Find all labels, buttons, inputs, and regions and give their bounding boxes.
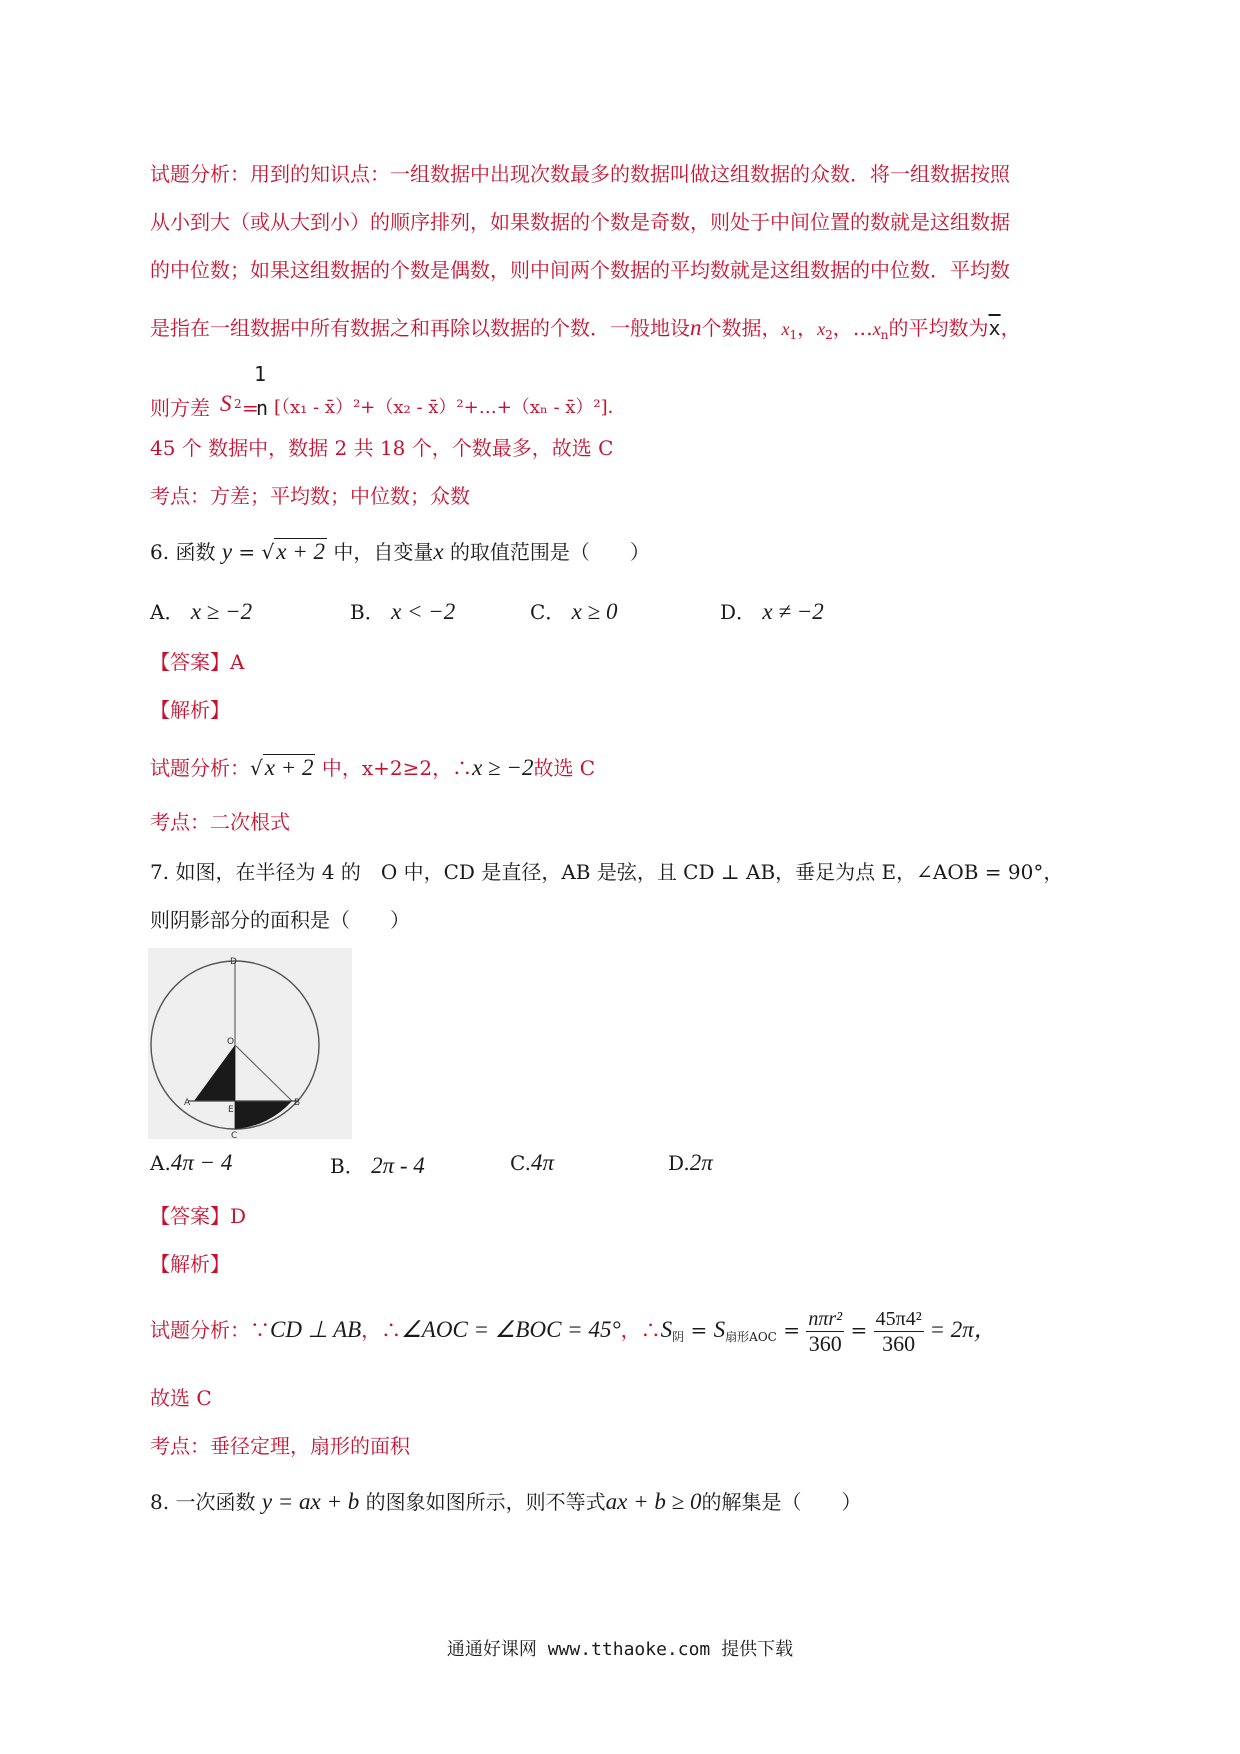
q7-stem-line-2: 则阴影部分的面积是（ ） bbox=[150, 908, 410, 932]
mean-text-mid: 个数据， bbox=[701, 316, 782, 340]
q7-analysis-d: ，∴ bbox=[620, 1318, 661, 1342]
q7-choice-b-text: 2π - 4 bbox=[371, 1153, 425, 1178]
s-sector: S bbox=[713, 1317, 726, 1342]
analysis-line-3: 的中位数；如果这组数据的个数是偶数，则中间两个数据的平均数就是这组数据的中位数．平均数 bbox=[150, 258, 1010, 282]
q7-fraction-2 bbox=[874, 1307, 924, 1356]
q6-analysis-title: 【解析】 bbox=[150, 698, 230, 722]
x-bar: $\overline{x}$ bbox=[988, 316, 1001, 340]
q7-eq3: = bbox=[844, 1318, 874, 1342]
q6-choice-c-text: x ≥ 0 bbox=[571, 599, 618, 624]
q6-stem-prefix: 6. 函数 bbox=[150, 540, 216, 564]
q6-analysis: 试题分析：√x + 2 中，x+2≥2，∴x ≥ −2故选 C bbox=[150, 755, 596, 780]
q6-eq: = bbox=[232, 540, 262, 564]
q8-suffix: 的解集是（ ） bbox=[701, 1490, 862, 1514]
q7-analysis-prefix: 试题分析：∵ bbox=[150, 1318, 270, 1342]
q7-choice-b bbox=[330, 1150, 425, 1179]
x2-var: x bbox=[817, 319, 826, 339]
q6-choice-b bbox=[350, 596, 455, 625]
variance-n: n bbox=[256, 396, 269, 420]
q8-mid: 的图象如图所示，则不等式 bbox=[365, 1490, 606, 1514]
variance-one: 1 bbox=[254, 362, 267, 386]
q6-stem: 6. 函数 y = √x + 2 中，自变量x 的取值范围是（ ） bbox=[150, 539, 650, 564]
q6-choice-a-label: A． bbox=[150, 600, 185, 624]
q6-var: x bbox=[433, 539, 444, 564]
q6-choice-a bbox=[150, 596, 252, 625]
q6-stem-mid: 中，自变量 bbox=[333, 540, 434, 564]
mean-text-prefix: 是指在一组数据中所有数据之和再除以数据的个数．一般地设 bbox=[150, 316, 690, 340]
q7-choice-d bbox=[668, 1150, 713, 1176]
label-b: B bbox=[294, 1098, 301, 1108]
q6-choice-b-label: B． bbox=[350, 600, 385, 624]
label-d: D bbox=[230, 957, 237, 967]
s-yin: S bbox=[660, 1317, 673, 1342]
label-e: E bbox=[228, 1105, 234, 1115]
q7-choice-b-label: B． bbox=[330, 1154, 365, 1178]
q8-prefix: 8. 一次函数 bbox=[150, 1490, 256, 1514]
variance-line bbox=[150, 360, 1100, 422]
q7-choice-a bbox=[150, 1150, 232, 1176]
q6-answer: 【答案】A bbox=[150, 650, 245, 674]
q6-choice-a-text: x ≥ −2 bbox=[190, 599, 253, 624]
q7-eq1: = bbox=[684, 1318, 714, 1342]
n-var: n bbox=[690, 315, 702, 340]
analysis-line-1: 试题分析：用到的知识点：一组数据中出现次数最多的数据叫做这组数据的众数．将一组数据按照 bbox=[150, 162, 1010, 186]
frac1-den: 360 bbox=[808, 1331, 842, 1356]
s-var: S bbox=[220, 391, 232, 416]
shaded-triangle bbox=[194, 1045, 235, 1101]
q6-choice-d-text: x ≠ −2 bbox=[762, 599, 824, 624]
s-sup: 2 bbox=[234, 397, 242, 411]
mean-definition-line bbox=[150, 314, 1100, 349]
label-a: A bbox=[184, 1098, 191, 1108]
frac2-num: 45π4² bbox=[875, 1308, 922, 1330]
q7-choice-c-label: C. bbox=[510, 1151, 531, 1175]
q7-analysis-b: ，∴ bbox=[361, 1318, 402, 1342]
page-footer: 通通好课网 www.tthaoke.com 提供下载 bbox=[446, 1639, 794, 1660]
q6-analysis-prefix: 试题分析： bbox=[150, 756, 250, 780]
s-yin-sub: 阴 bbox=[672, 1330, 685, 1344]
label-o: O bbox=[227, 1037, 235, 1047]
q6-analysis-suffix: 故选 C bbox=[533, 756, 596, 780]
q7-analysis-a: CD ⊥ AB bbox=[270, 1317, 362, 1342]
q6-choice-c bbox=[530, 596, 618, 625]
mean-text-suffix: 的平均数为 bbox=[888, 316, 989, 340]
sep-2: ，… bbox=[832, 316, 873, 340]
q7-analysis-c: ∠AOC = ∠BOC = 45° bbox=[401, 1317, 621, 1342]
s-sector-sub: 扇形AOC bbox=[725, 1330, 777, 1344]
q7-stem-line-1: 7. 如图，在半径为 4 的 O 中，CD 是直径，AB 是弦，且 CD ⊥ AB，垂足为点 E，∠AOB = 90°， bbox=[150, 860, 1064, 884]
x1-var: x bbox=[781, 319, 790, 339]
q8-func: y = ax + b bbox=[261, 1489, 360, 1514]
q7-choice-c-text: 4π bbox=[530, 1150, 554, 1175]
q7-result: = 2π， bbox=[923, 1317, 997, 1342]
q6-choice-c-label: C． bbox=[530, 600, 566, 624]
mean-text-end: ， bbox=[1000, 316, 1021, 340]
x1-sub: 1 bbox=[789, 328, 798, 342]
variance-prefix: 则方差 bbox=[150, 396, 210, 420]
q6-choice-d bbox=[720, 596, 824, 625]
q8-ineq: ax + b ≥ 0 bbox=[605, 1489, 702, 1514]
q6-radicand: x + 2 bbox=[276, 539, 325, 564]
label-c: C bbox=[231, 1131, 238, 1139]
q5-points: 考点：方差；平均数；中位数；众数 bbox=[150, 484, 470, 508]
q7-choice-d-label: D. bbox=[668, 1151, 690, 1175]
circle-diagram bbox=[148, 948, 352, 1139]
q6-func-y: y bbox=[221, 539, 233, 564]
q6-analysis-ineq: x ≥ −2 bbox=[472, 755, 534, 780]
xn-sub: n bbox=[880, 328, 889, 342]
q7-choice-a-label: A. bbox=[150, 1151, 171, 1175]
q7-choice-d-text: 2π bbox=[689, 1150, 713, 1175]
analysis-line-2: 从小到大（或从大到小）的顺序排列，如果数据的个数是奇数，则处于中间位置的数就是这组数据 bbox=[150, 210, 1010, 234]
frac2-den: 360 bbox=[882, 1331, 916, 1356]
q6-choice-d-label: D． bbox=[720, 600, 757, 624]
q7-eq2: = bbox=[776, 1318, 807, 1342]
q6-stem-suffix: 的取值范围是（ ） bbox=[449, 540, 650, 564]
variance-eq: = bbox=[242, 396, 259, 420]
q7-answer: 【答案】D bbox=[150, 1204, 247, 1228]
xn-var: x bbox=[872, 319, 881, 339]
q7-fraction-1 bbox=[806, 1307, 844, 1356]
q6-choice-b-text: x < −2 bbox=[391, 599, 456, 624]
sep-1: ， bbox=[797, 316, 818, 340]
shaded-segment bbox=[235, 1101, 292, 1129]
q7-analysis bbox=[150, 1300, 1100, 1360]
q7-figure bbox=[148, 948, 352, 1139]
q7-choice-a-text: 4π − 4 bbox=[170, 1150, 233, 1175]
q6-analysis-mid: 中，x+2≥2，∴ bbox=[321, 756, 473, 780]
x2-sub: 2 bbox=[825, 328, 833, 342]
q6-points: 考点：二次根式 bbox=[150, 810, 290, 834]
q7-choice-c bbox=[510, 1150, 554, 1176]
variance-body: [（x₁ - x̄）²+（x₂ - x̄）²+…+（xₙ - x̄）²]． bbox=[274, 397, 626, 418]
frac1-num: nπr² bbox=[808, 1308, 843, 1330]
q8-stem bbox=[150, 1488, 1100, 1516]
q7-points: 考点：垂径定理，扇形的面积 bbox=[150, 1434, 410, 1458]
q7-conclusion: 故选 C bbox=[150, 1386, 212, 1410]
q7-analysis-title: 【解析】 bbox=[150, 1252, 230, 1276]
q6-analysis-radicand: x + 2 bbox=[264, 755, 314, 780]
q5-conclusion: 45 个 数据中，数据 2 共 18 个，个数最多，故选 C bbox=[150, 436, 614, 460]
